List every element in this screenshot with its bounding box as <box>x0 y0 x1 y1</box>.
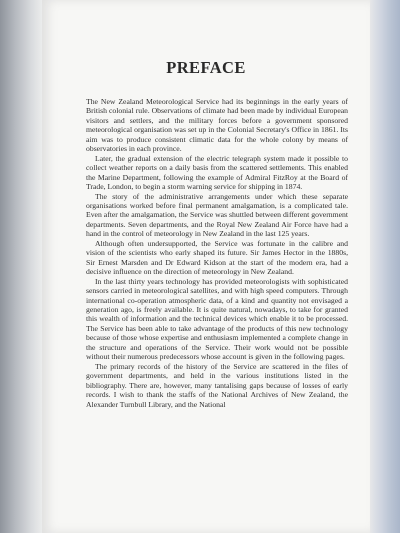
paragraph: The story of the administrative arrangements under which these separate organisations worked before final permanent amalgamation, is a complicated tale. Even after the amalgamation, the Service was shuttled between different government departments. Seven departments, and the Royal New Zealand Air Force have had a hand in the control of meteorology in New Zealand in the last 125 years. <box>86 191 348 239</box>
paragraph: Although often undersupported, the Service was fortunate in the calibre and vision of the scientists who early shaped its future. Sir James Hector in the 1880s, Sir Ernest Marsden and Dr Edward Kidson at the start of the modern era, had a decisive influence on the direction of meteorology in New Zealand. <box>86 238 348 277</box>
paragraph: In the last thirty years technology has provided meteorologists with sophisticated sensors carried in meteorological satellites, and with high speed computers. Through international co-operation atmospheric data, of a kind and quantity not envisaged a generation ago, is freely available. It is quite natural, nowadays, to take for granted this wealth of information and the technical devices which enable it to be processed. The Service has been able to take advantage of the products of this new technology because of those whose expertise and enthusiasm implemented a complete change in the structure and operations of the Service. Their work would not be possible without their numerous predecessors whose account is given in the following pages. <box>86 276 348 362</box>
book-page <box>42 0 370 533</box>
book-cover-edge <box>370 0 400 533</box>
book-spine-shadow <box>0 0 42 533</box>
paragraph: The New Zealand Meteorological Service had its beginnings in the early years of British colonial rule. Observations of climate had been made by individual European visitors and settlers, and the military forces before a government sponsored meteorological organisation was set up in the Colonial Secretary's Office in 1861. Its aim was to produce consistent climatic data for the whole colony by means of observatories in each province. <box>86 97 348 154</box>
preface-body <box>86 97 348 409</box>
paragraph: The primary records of the history of the Service are scattered in the files of government departments, and held in the various institutions listed in the bibliography. There are, however, many tantalising gaps because of losses of early records. I wish to thank the staffs of the National Archives of New Zealand, the Alexander Turnbull Library, and the National <box>86 361 348 409</box>
paragraph: Later, the gradual extension of the electric telegraph system made it possible to collect weather reports on a daily basis from the scattered settlements. This enabled the Marine Department, following the example of Admiral FitzRoy at the Board of Trade, London, to begin a storm warning service for shipping in 1874. <box>86 153 348 192</box>
page-title: PREFACE <box>166 58 246 77</box>
